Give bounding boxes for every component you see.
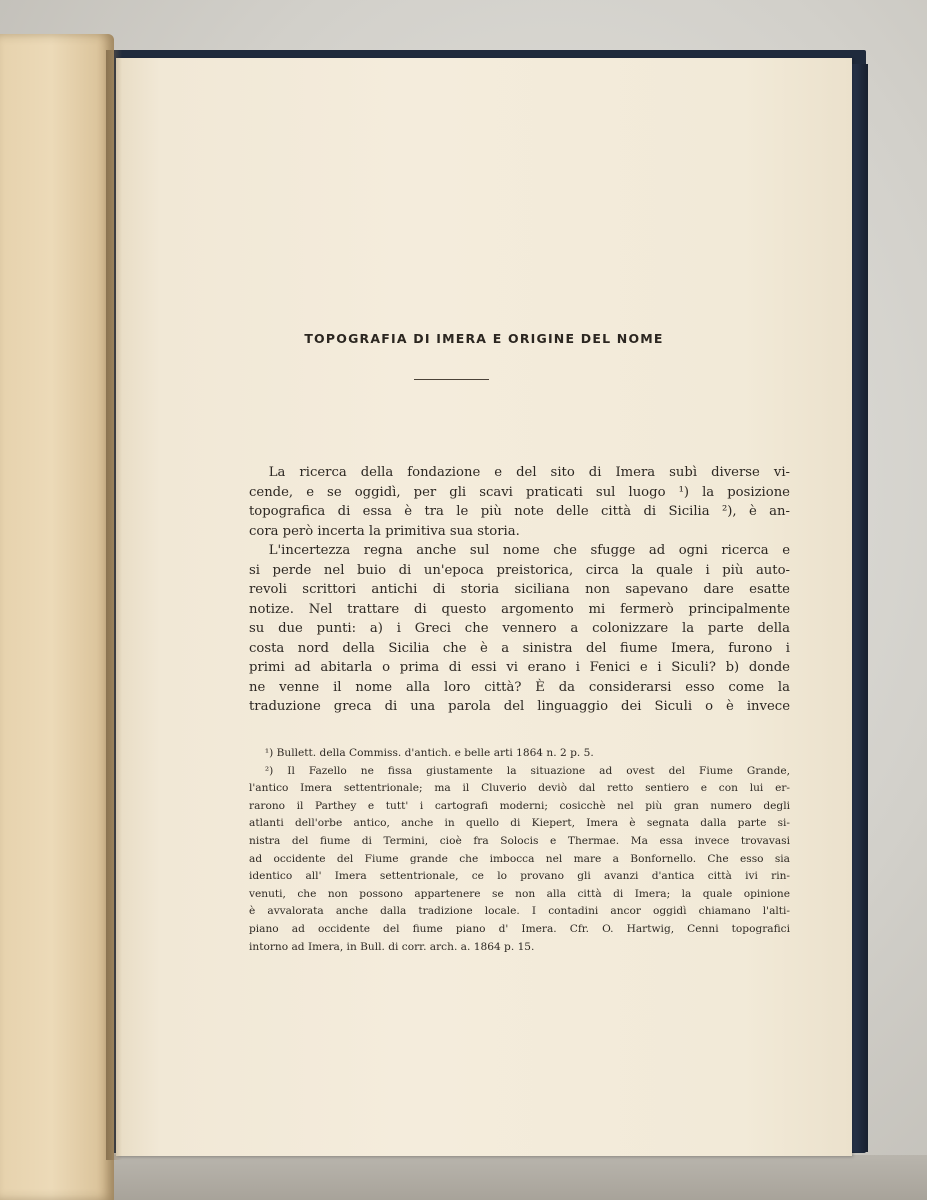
body-line: primi ad abitarla o prima di essi vi erano i Fenici e i Siculi? b) donde [249, 660, 790, 675]
body-line: revoli scrittori antichi di storia siciliana non sapevano dare esatte [249, 582, 790, 597]
body-line: La ricerca della fondazione e del sito di Imera subì diverse vi- [268, 465, 790, 480]
footnote-line: atlanti dell'orbe antico, anche in quello di Kiepert, Imera è segnata dalla parte si- [249, 817, 790, 830]
body-line: si perde nel buio di un'epoca preistorica, circa la quale i più auto- [249, 562, 790, 578]
body-line: L'incertezza regna anche sul nome che sfugge ad ogni ricerca e [268, 543, 790, 558]
body-text [249, 463, 790, 717]
footnote-line: l'antico Imera settentrionale; ma il Cluverio deviò dal retto sentiero e con lui er- [249, 782, 790, 795]
footnote-line: identico all' Imera settentrionale, ce lo provano gli avanzi d'antica città ivi rin- [249, 870, 790, 883]
body-line: su due punti: a) i Greci che vennero a colonizzare la parte della [249, 621, 790, 636]
table-surface [0, 1155, 927, 1200]
footnote-line: venuti, che non possono appartenere se non alla città di Imera; la quale opinione [249, 887, 790, 900]
book-gutter-shadow [106, 50, 122, 1160]
footnote-line: ad occidente del Fiume grande che imbocca nel mare a Bonfornello. Che esso sia [249, 852, 790, 865]
body-line: cende, e se oggidì, per gli scavi praticati sul luogo ¹) la posizione [249, 484, 790, 500]
body-line: topografica di essa è tra le più note delle città di Sicilia ²), è an- [249, 504, 790, 519]
footnote-line: intorno ad Imera, in Bull. di corr. arch. a. 1864 p. 15. [249, 940, 535, 953]
footnote-line: è avvalorata anche dalla tradizione locale. I contadini ancor oggidì chiamano l'alti- [249, 905, 790, 918]
right-page [116, 58, 852, 1156]
body-line: costa nord della Sicilia che è a sinistra del fiume Imera, furono i [249, 640, 790, 656]
title-divider [414, 379, 489, 380]
footnote-line: ¹) Bullett. della Commiss. d'antich. e belle arti 1864 n. 2 p. 5. [264, 747, 594, 759]
body-line: cora però incerta la primitiva sua storia. [249, 523, 520, 539]
page-title: TOPOGRAFIA DI IMERA E ORIGINE DEL NOME [304, 331, 664, 346]
footnote-line: piano ad occidente del fiume piano d' Imera. Cfr. O. Hartwig, Cenni topografici [249, 922, 790, 935]
book-cover-edge [850, 64, 868, 1152]
body-line: notize. Nel trattare di questo argomento mi fermerò principalmente [249, 601, 790, 617]
body-line: ne venne il nome alla loro città? È da considerarsi esso come la [249, 679, 790, 695]
footnote-line: rarono il Parthey e tutt' i cartografi moderni; cosicchè nel più gran numero degli [249, 799, 790, 812]
body-line: traduzione greca di una parola del linguaggio dei Siculi o è invece [249, 699, 790, 714]
footnote-line: nistra del fiume di Termini, cioè fra Solocis e Thermae. Ma essa invece trovavasi [249, 834, 790, 847]
left-page [0, 34, 114, 1200]
footnotes [249, 745, 790, 956]
footnote-line: ²) Il Fazello ne fissa giustamente la situazione ad ovest del Fiume Grande, [264, 764, 790, 777]
